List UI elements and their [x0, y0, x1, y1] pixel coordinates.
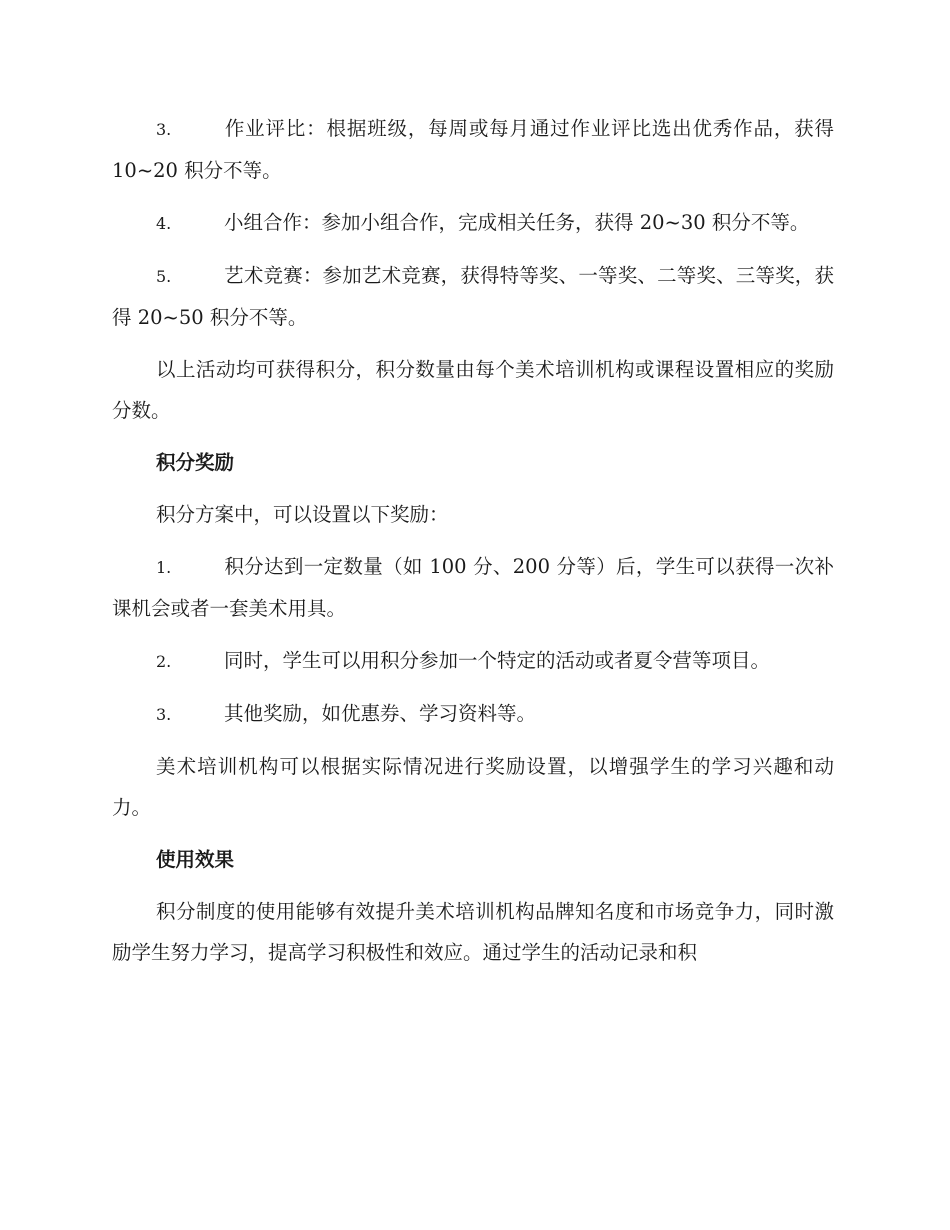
list-item-homework	[112, 108, 834, 191]
list-number: 3.	[156, 705, 172, 724]
list-item-reward-other	[112, 693, 834, 735]
list-text: 其他奖励，如优惠券、学习资料等。	[224, 702, 537, 725]
list-text: 同时，学生可以用积分参加一个特定的活动或者夏令营等项目。	[224, 649, 771, 672]
rewards-intro-paragraph: 积分方案中，可以设置以下奖励：	[156, 503, 449, 526]
list-number: 1.	[156, 558, 172, 577]
list-number: 5.	[156, 267, 172, 286]
document-body	[112, 108, 834, 984]
section-heading-rewards: 积分奖励	[156, 451, 235, 474]
list-item-reward-threshold	[112, 546, 834, 629]
list-item-group-work	[112, 202, 834, 244]
list-item-art-contest	[112, 255, 834, 338]
effect-paragraph: 积分制度的使用能够有效提升美术培训机构品牌知名度和市场竞争力，同时激励学生努力学习，提高学习积极性和效应。通过学生的活动记录和积	[112, 900, 834, 964]
summary-paragraph: 以上活动均可获得积分，积分数量由每个美术培训机构或课程设置相应的奖励分数。	[112, 358, 834, 422]
list-number: 4.	[156, 214, 172, 233]
list-item-reward-activity	[112, 640, 834, 682]
section-heading-effect: 使用效果	[156, 848, 235, 871]
rewards-outro-paragraph: 美术培训机构可以根据实际情况进行奖励设置，以增强学生的学习兴趣和动力。	[112, 755, 834, 819]
list-text: 小组合作：参加小组合作，完成相关任务，获得 20~30 积分不等。	[224, 211, 810, 234]
list-number: 2.	[156, 652, 172, 671]
list-number: 3.	[156, 120, 172, 139]
list-text: 艺术竞赛：参加艺术竞赛，获得特等奖、一等奖、二等奖、三等奖，获得 20~50 积分不等。	[112, 264, 834, 329]
list-text: 作业评比：根据班级，每周或每月通过作业评比选出优秀作品，获得 10~20 积分不等。	[112, 117, 834, 182]
list-text: 积分达到一定数量（如 100 分、200 分等）后，学生可以获得一次补课机会或者一套美术用具。	[112, 555, 834, 620]
